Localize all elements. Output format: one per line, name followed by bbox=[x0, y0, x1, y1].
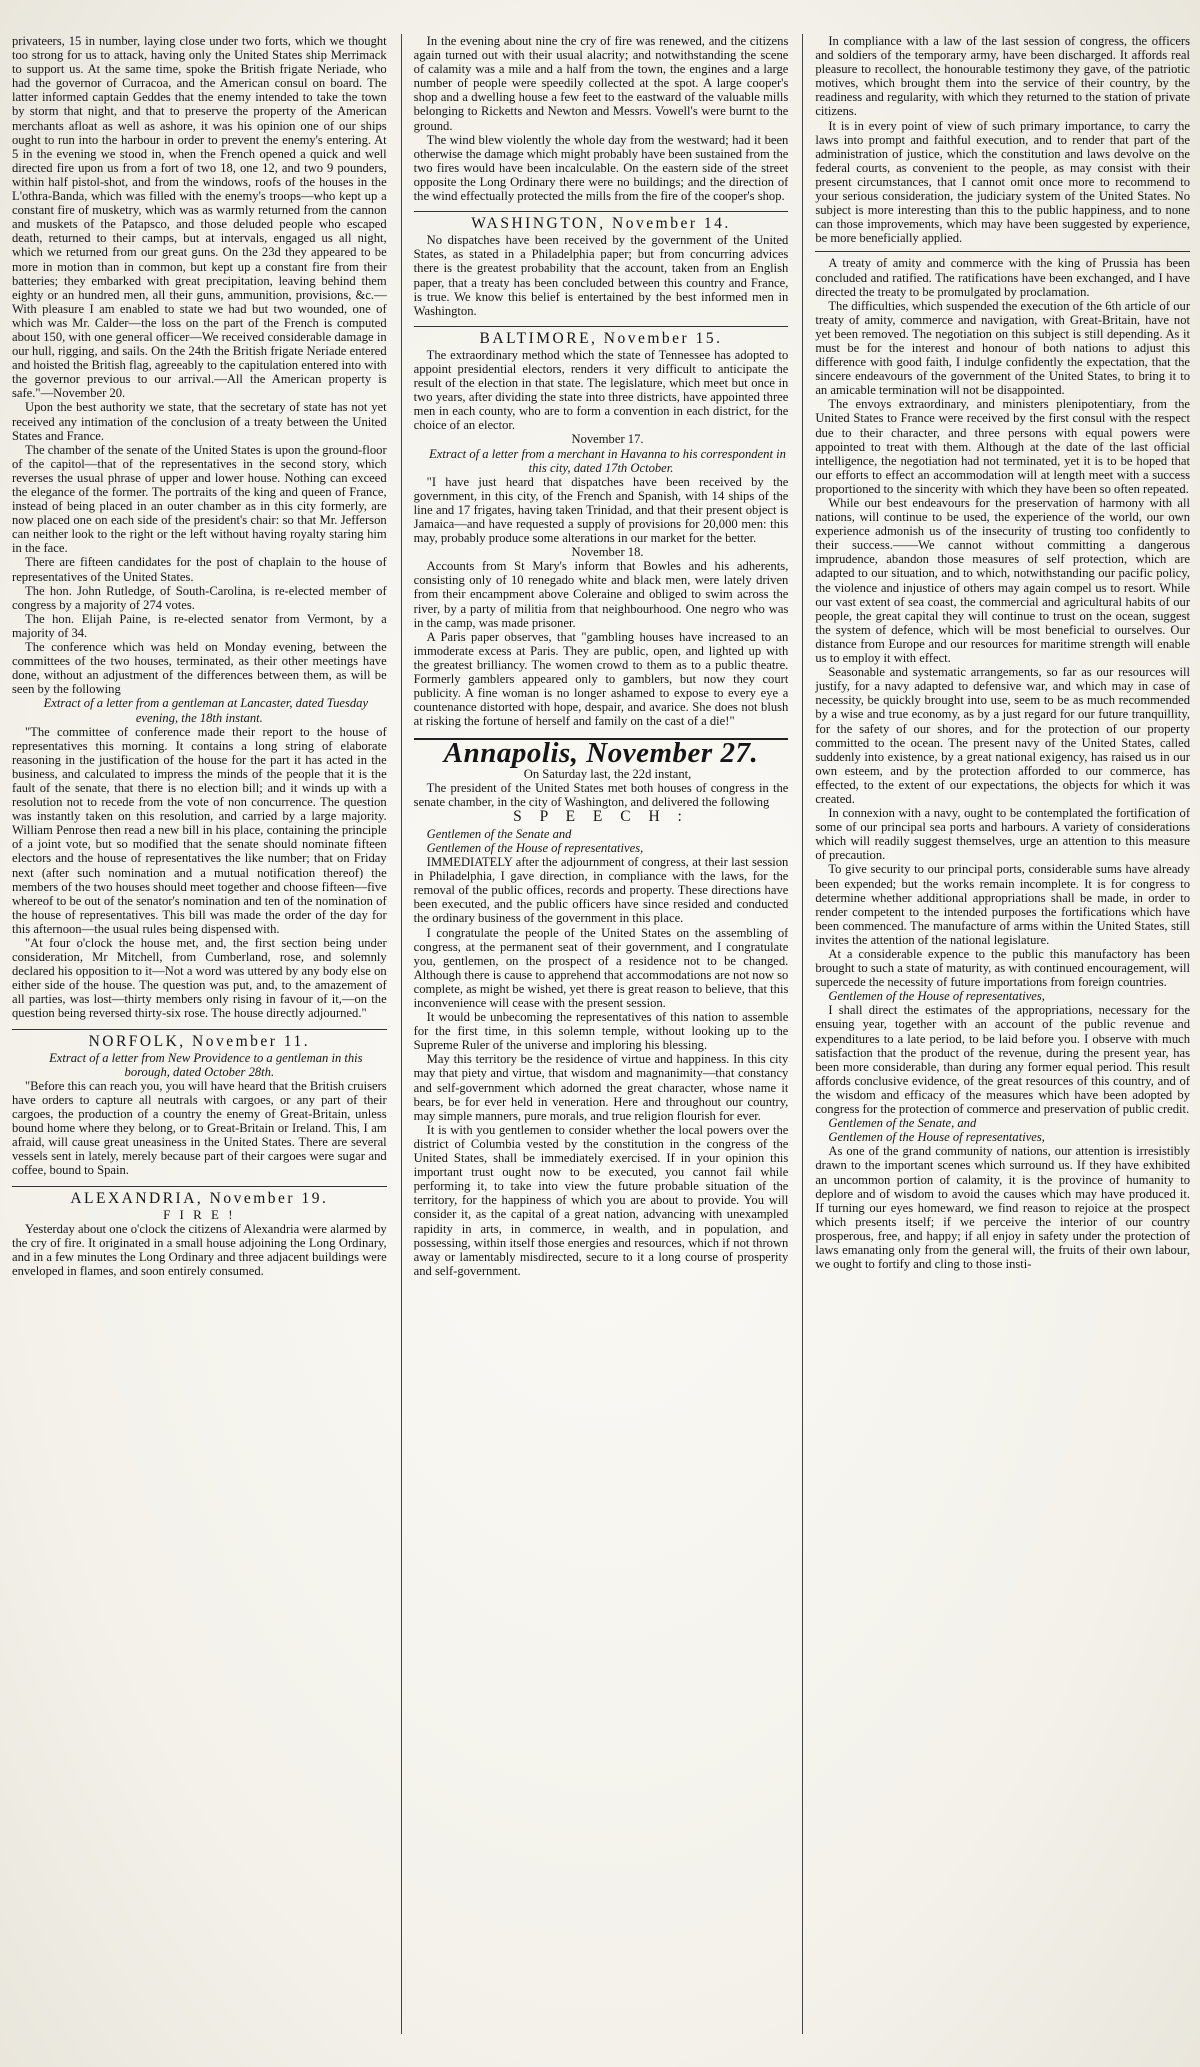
paragraph-senate-chamber: The chamber of the senate of the United States is upon the ground-floor of the capitol—that of the representatives in the second story, which reverses the usual phrase of upper and lower house. Nothing can exceed the elegance of the former. The portraits of the king and queen of France, instead of being placed in an outer chamber as in this city formerly, are now placed one on each side of the president's chair: so that Mr. Jefferson can neither look to the right or the left without having royalty staring him in the face. bbox=[12, 442, 387, 556]
norfolk-letter: "Before this can reach you, you will have heard that the British cruisers have orders to capture all neutrals with cargoes, or any part of their cargoes, the production of a country the enemy of Great-Britain, unless bound home where they belong, or to Great-Britain or Ireland. This, I am afraid, will cause great uneasiness in the United States. There are several vessels sent in lately, merely because part of their cargoes were sugar and coffee, bound to Spain. bbox=[12, 1078, 387, 1178]
speech-prussia-treaty: A treaty of amity and commerce with the king of Prussia has been concluded and ratified. The ratifications have been exchanged, and I have directed the treaty to be promulgated by proclamation. bbox=[815, 256, 1191, 299]
paris-paragraph: A Paris paper observes, that "gambling houses have increased to an immoderate excess at Paris. They are public, open, and lighted up with the greatest brilliancy. The women crowd to them as to a public theatre. Formerly gamblers appeared only to gamblers, but now they court publicity. A fine woman is no longer ashamed to expose to every eye a countenance distorted with hope, despair, and avarice. She does not blush at risking the fortune of herself and family on the cast of a die!" bbox=[413, 629, 789, 729]
speech-revenue: I shall direct the estimates of the appropriations, necessary for the ensuing year, together with an account of the public revenue and expenditures to a late period, to be laid before you. I observe with much satisfaction that the product of the revenue, during the present year, has been more considerable, than during any former equal period. This result affords conclusive evidence, of the great resources of this country, and of the wisdom and efficacy of the measures which have been adopted by congress for the protection of commerce and preservation of public credit. bbox=[815, 1003, 1191, 1117]
fire-wind-paragraph: The wind blew violently the whole day from the westward; had it been otherwise the damage which might probably have been sustained from the two fires would have been incalculable. On the eastern side of the street opposite the Long Ordinary there were no buildings; and the direction of the wind effectually protected the mills from the fire of the cooper's shop. bbox=[413, 132, 789, 204]
speech-self-protection: While our best endeavours for the preservation of harmony with all nations, will continue to be used, the experience of the world, our own experience admonish us of the insecurity of trusting too confidently to their success.——We cannot without committing a dangerous imprudence, abandon those measures of self protection, which are adapted to our situation, and to which, notwithstanding our pacific policy, the violence and injustice of others may again compel us to resort. While our vast extent of sea coast, the commercial and agricultural habits of our people, the great capital they will continue to trust on the ocean, suggest the system of defence, which will be most beneficial to ourselves. Our distance from Europe and our resources for maritime strength will enable us to employ it with effect. bbox=[815, 496, 1191, 666]
speech-judiciary: It is in every point of view of such primary importance, to carry the laws into prompt and faithful execution, and to render that part of the administration of justice, which the constitution and laws devolve on the federal courts, as convenient to the people, as may consist with their present circumstances, that I cannot omit once more to recommend to your serious consideration, the judiciary system of the United States. No subject is more interesting than this to the public happiness, and to none can those improvements, which may have been suggested by experience, be more beneficially applied. bbox=[815, 118, 1191, 246]
washington-paragraph: No dispatches have been received by the government of the United States, as stated in a Philadelphia paper; but from concurring advices there is the greatest probability that the account, taken from an English paper, that a treaty has been concluded between this country and France, is true. We know this belief is entertained by the best informed men in Washington. bbox=[413, 233, 789, 318]
speech-heading: S P E E C H : bbox=[513, 807, 689, 825]
tennessee-paragraph: The extraordinary method which the state of Tennessee has adopted to appoint presidential electors, renders it very difficult to anticipate the result of the election in that state. The legislature, which meet but once in two years, after dividing the state into three districts, have appointed three men in each county, who are to form a convention in each district, for the choice of an elector. bbox=[413, 347, 789, 433]
divider bbox=[815, 251, 1190, 252]
dateline-nov-17: November 17. bbox=[571, 432, 644, 447]
columns bbox=[12, 34, 1190, 2034]
paragraph-treaty-france: Upon the best authority we state, that the secretary of state has not yet received any intimation of the conclusion of a treaty between the United States and France. bbox=[12, 400, 387, 443]
speech-paragraph-3: It would be unbecoming the representatives of this nation to assemble for the first time, in this solemn temple, without looking up to the Supreme Ruler of the universe and imploring his blessing. bbox=[413, 1010, 789, 1053]
havana-letter: "I have just heard that dispatches have been received by the government, in this city, of the French and Spanish, with 14 ships of the line and 17 frigates, having taken Trinidad, and that their present object is Jamaica—and have requested a supply of provisions for 20,000 men: this may, probably produce some alterations in our market for the better. bbox=[413, 474, 789, 546]
lancaster-extract-heading: Extract of a letter from a gentleman at Lancaster, dated Tuesday evening, the 18th instant. bbox=[43, 696, 369, 725]
norfolk-heading: NORFOLK, November 11. bbox=[12, 1029, 387, 1049]
column-3 bbox=[802, 34, 1190, 2034]
column-2 bbox=[401, 34, 789, 2034]
fire-heading: F I R E ! bbox=[163, 1206, 236, 1222]
speech-army-discharged: In compliance with a law of the last session of congress, the officers and soldiers of the temporary army, have been discharged. It affords real pleasure to recollect, the honourable testimony they gave, of the patriotic motives, which brought them into the service of their country, by the readiness and regularity, with which they returned to the station of private citizens. bbox=[815, 34, 1191, 119]
alexandria-fire-paragraph: Yesterday about one o'clock the citizens of Alexandria were alarmed by the cry of fire. It originated in a small house adjoining the Long Ordinary, and in a few minutes the Long Ordinary and three adjacent buildings were enveloped in flames, and soon entirely consumed. bbox=[12, 1221, 387, 1278]
speech-arms-manufactory: At a considerable expence to the public this manufactory has been brought to such a state of maturity, as with continued encouragement, will supercede the necessity of future importations from foreign countries. bbox=[815, 947, 1191, 990]
annapolis-intro-line: On Saturday last, the 22d instant, bbox=[523, 766, 692, 781]
speech-paragraph-5: It is with you gentlemen to consider whether the local powers over the district of Columbia vested by the constitution in the congress of the United States, shall be immediately exercised. If in your opinion this important trust ought now to be executed, you cannot fail while performing it, to take into view the future probable situation of the territory, for the happiness of which you are about to provide. You will consider it, as the capital of a great nation, advancing with unexampled rapidity in arts, in commerce, in wealth, and in population, and possessing, within itself those energies and resources, which if not thrown away or lamentably misdirected, secure to it a long course of prosperity and self-government. bbox=[413, 1122, 789, 1278]
paragraph-paine: The hon. Elijah Paine, is re-elected senator from Vermont, by a majority of 34. bbox=[12, 611, 387, 640]
speech-community-of-nations: As one of the grand community of nations, our attention is irresistibly drawn to the important scenes which surround us. If they have exhibited an uncommon portion of calamity, it is the province of humanity to deplore and of wisdom to avoid the causes which may have produced it. If turning our eyes homeward, we find reason to rejoice at the prospect which presents itself; if we perceive the interior of our country prosperous, free, and happy; if all enjoy in safety under the protection of laws emanating only from the general will, the fruits of their own labour, we ought to fortify and cling to those insti- bbox=[815, 1144, 1191, 1272]
speech-paragraph-1: IMMEDIATELY after the adjournment of congress, at their last session in Philadelphia, I gave direction, in compliance with the laws, for the removal of the public offices, records and property. These directions have been executed, and the public officers have since resided and conducted the ordinary business of the government in this place. bbox=[413, 855, 789, 926]
speech-britain-treaty: The difficulties, which suspended the execution of the 6th article of our treaty of amity, commerce and navigation, with Great-Britain, have not yet been removed. The negotiation on this subject is still depending. As it must be for the interest and honour of both nations to adjust this difference with good faith, I indulge confidently the expectation, that the sincere endeavours of the government of the United States, to bring it to an amicable termination will not be disappointed. bbox=[815, 298, 1191, 398]
lancaster-letter-1: "The committee of conference made their report to the house of representatives this morning. It contains a long string of elaborate reasoning in the justification of the house for the part it has acted in the business, and calculated to impress the minds of the people that it is the fault of the senate, that there is no election bill; and it winds up with a resolution not to recede from the vote of non concurrence. The question was instantly taken on this resolution, and carried by a large majority. William Penrose then read a new bill in his place, containing the principle of a joint vote, but so modified that the senate should nominate fifteen electors and the house of representatives the like number; that on Friday next (after such nomination and a mutual notification thereof) the members of the two houses should meet together and choose fifteen—five whereof to be out of the senator's nomination and ten of the nomination of the house of representatives. This bill was made the order of the day for this afternoon—the usual rules being dispensed with. bbox=[12, 724, 387, 936]
salutation-senate: Gentlemen of the Senate and bbox=[426, 826, 572, 841]
speech-france-envoys: The envoys extraordinary, and ministers plenipotentiary, from the United States to France were received by the first consul with the respect due to their character, and three persons with equal powers were appointed to treat with them. Although at the date of the last official intelligence, the negotiation had not terminated, yet it is to be hoped that our efforts to effect an accommodation will at length meet with a success proportioned to the sincerity with which they have been so often repeated. bbox=[815, 397, 1191, 496]
paragraph-conference: The conference which was held on Monday evening, between the committees of the two houses, terminated, as their other meetings have done, without an adjustment of the differences between them, as will be seen by the following bbox=[12, 640, 387, 697]
speech-ports: To give security to our principal ports, considerable sums have already been expended; but the works remain incomplete. It is for congress to determine whether additional appropriations shall be made, in order to render competent to the intended purposes the fortifications which have been commenced. The manufacture of arms within the United States, still invites the attention of the national legislature. bbox=[815, 862, 1191, 947]
dateline-nov-18: November 18. bbox=[571, 545, 644, 560]
baltimore-heading: BALTIMORE, November 15. bbox=[414, 326, 789, 346]
fire-evening-paragraph: In the evening about nine the cry of fire was renewed, and the citizens again turned out with their usual alacrity; and notwithstanding the scene of calamity was a mile and a half from the town, the engines and a large number of people were speedily collected at the spot. A large cooper's shop and a dwelling house a few feet to the eastward of the valuable mills belonging to Ricketts and Newton and Messrs. Vowell's were burnt to the ground. bbox=[413, 34, 789, 133]
annapolis-heading: Annapolis, November 27. bbox=[414, 738, 789, 760]
speech-fortification: In connexion with a navy, ought to be contemplated the fortification of some of our principal sea ports and harbours. A variety of considerations which will readily suggest themselves, urge an attention to this measure of precaution. bbox=[815, 806, 1191, 863]
havana-extract-heading: Extract of a letter from a merchant in Havanna to his correspondent in this city, dated 17th October. bbox=[429, 446, 786, 475]
alexandria-heading: ALEXANDRIA, November 19. bbox=[12, 1186, 387, 1206]
washington-heading: WASHINGTON, November 14. bbox=[414, 211, 789, 231]
annapolis-intro: The president of the United States met both houses of congress in the senate chamber, in the city of Washington, and delivered the following bbox=[413, 780, 789, 809]
paragraph-rutledge: The hon. John Rutledge, of South-Carolina, is re-elected member of congress by a majority of 274 votes. bbox=[12, 583, 387, 612]
curacao-letter-end: privateers, 15 in number, laying close under two forts, which we thought too strong for us to attack, having only the United States ship Merrimack to support us. At the same time, spoke the British frigate Neriade, who had the governor of Curracoa, and the American consul on board. The latter informed captain Geddes that the enemy intended to take the town by storm that night, and that to preserve the property of the American merchants afloat as well as ashore, it was his opinion one of our ships ought to run into the harbour in order to prevent the enemy's entering. At 5 in the evening we stood in, when the French opened a quick and well directed fire upon us from a fort of two 18, one 12, and two 9 pounders, within half pistol-shot, and from the windows, roofs of the houses in the L'othra-Banda, which was filled with the enemy's troops—who kept up a constant fire of musketry, which was as warmly returned from the cannon and muskets of the Patapsco, and those deluded people who escaped death, returned to their camps, but at intervals, engaged us all night, which we returned from our great guns. On the 23d they appeared to be more in motion than in common, but kept up a constant fire from their batteries; they embarked with great precipitation, leaving behind them eighty or an hundred men, all their guns, ammunition, provisions, &c.—With pleasure I am enabled to state we had but two wounded, one of which was Mr. Calder—the loss on the part of the French is computed about 150, with one general officer—We received considerable damage in our hull, rigging, and sails. On the 24th the British frigate Neriade entered and hoisted the British flag, agreeably to the capitulation entered into with the governor previous to our arrival.—All the American property is safe."—November 20. bbox=[12, 34, 387, 401]
salutation-house-3: Gentlemen of the House of representatives, bbox=[828, 1130, 1045, 1145]
st-marys-paragraph: Accounts from St Mary's inform that Bowles and his adherents, consisting only of 10 renegado white and black men, were lately driven from their encampment above Coleraine and obliged to swim across the river, by a party of militia from that neighbourhood. One negro who was in the camp, was made prisoner. bbox=[413, 559, 789, 630]
column-1 bbox=[12, 34, 387, 2034]
speech-navy: Seasonable and systematic arrangements, so far as our resources will justify, for a navy adapted to defensive war, and which may in case of necessity, be quickly brought into use, seem to be as much recommended by a wise and true economy, as by a just regard for our future tranquillity, for the safety of our shores, and for the protection of our property committed to the ocean. The present navy of the United States, called suddenly into existence, by a great national exigency, has raised us in our own esteem, and by the protection afforded to our commerce, has effected, to the extent of our expectations, the objects for which it was created. bbox=[815, 665, 1191, 806]
speech-paragraph-2: I congratulate the people of the United States on the assembling of congress, at the permanent seat of their government, and I congratulate you, gentlemen, on the prospect of a residence not to be changed. Although there is cause to apprehend that accommodations are not now so complete, as might be wished, yet there is great reason to believe, that this inconvenience will cease with the present session. bbox=[413, 925, 789, 1010]
salutation-house: Gentlemen of the House of representatives, bbox=[426, 840, 644, 855]
salutation-house-2: Gentlemen of the House of representatives, bbox=[828, 989, 1045, 1004]
speech-paragraph-4: May this territory be the residence of virtue and happiness. In this city may that piety and virtue, that wisdom and magnanimity—that constancy and self-government which adorned the great character, whose name it bears, be for ever held in veneration. Here and throughout our country, may simple manners, pure morals, and true religion flourish for ever. bbox=[413, 1052, 789, 1123]
lancaster-letter-2: "At four o'clock the house met, and, the first section being under consideration, Mr Mitchell, from Cumberland, rose, and solemnly declared his opposition to it—Not a word was uttered by any body else on either side of the house. The question was put, and, to the amazement of all parties, was lost—thirty members only rising in favour of it,—on the question being reversed thirty-six rose. The house directly adjourned." bbox=[12, 936, 387, 1021]
salutation-senate-2: Gentlemen of the Senate, and bbox=[828, 1116, 977, 1131]
paragraph-chaplain: There are fifteen candidates for the post of chaplain to the house of representatives of the United States. bbox=[12, 555, 387, 584]
norfolk-extract-heading: Extract of a letter from New Providence to a gentleman in this borough, dated October 28th. bbox=[49, 1050, 363, 1079]
